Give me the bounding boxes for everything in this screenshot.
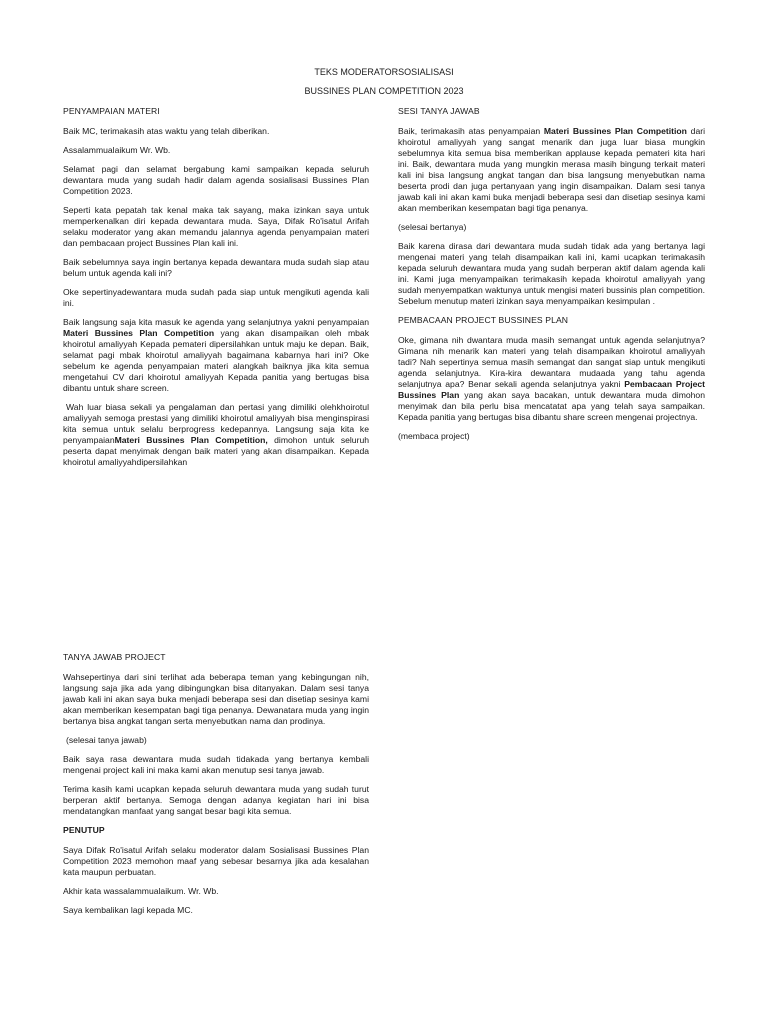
section-penyampaian-materi (63, 106, 369, 476)
paragraph: Saya kembalikan lagi kepada MC. (63, 905, 193, 915)
paragraph: Terima kasih kami ucapkan kepada seluruh dewantara muda yang sudah turut berperan aktif bertanya. Semoga dengan adanya kegiatan hari ini bisa mendatangkan manfaat yang sangat besar bagi kita semua. (63, 784, 369, 816)
section-sesi-tanya-jawab (398, 106, 705, 450)
paragraph: Selamat pagi dan selamat bergabung kami sampaikan kepada seluruh dewantara muda yang sudah hadir dalam agenda sosialisasi Bussines Plan Competition 2023. (63, 164, 369, 196)
document-subtitle: BUSSINES PLAN COMPETITION 2023 (304, 86, 464, 96)
section-tanya-jawab-project (63, 652, 369, 924)
paragraph: Oke, gimana nih dwantara muda masih semangat untuk agenda selanjutnya? Gimana nih menarik kan materi yang telah disampaikan khoirotul amaliyyah tadi? Nah sepertinya semua masih semangat dan sangat siap untuk mengikuti agenda selanjutnya. Kira-kira dewantara mudaada yang tahu agenda selanjutnya apa? Benar sekali agenda selanjutnya yakni Pembacaan Project Bussines Plan yang akan saya bacakan, untuk dewantara muda dimohon menyimak dan bila perlu bisa mencatatat apa yang telah saya sampaikan. Kepada panitia yang bertugas bisa dibantu share screen mengenai projectnya. (398, 335, 705, 422)
section-heading: SESI TANYA JAWAB (398, 106, 480, 116)
paragraph: Baik sebelumnya saya ingin bertanya kepada dewantara muda sudah siap atau belum untuk agenda kali ini? (63, 257, 369, 278)
paragraph: Baik MC, terimakasih atas waktu yang telah diberikan. (63, 126, 270, 136)
section-heading: PENYAMPAIAN MATERI (63, 106, 160, 116)
section-heading: PENUTUP (63, 825, 105, 835)
paragraph: (selesai bertanya) (398, 222, 467, 232)
paragraph: Seperti kata pepatah tak kenal maka tak sayang, maka izinkan saya untuk memperkenalkan diri kepada dewantara muda. Saya, Difak Ro'isatul Arifah selaku moderator yang akan memandu jalannya agenda penyampaian materi dan pembacaan project Bussines Plan kali ini. (63, 205, 369, 248)
section-heading: PEMBACAAN PROJECT BUSSINES PLAN (398, 315, 569, 325)
document-title: TEKS MODERATORSOSIALISASI (314, 67, 454, 77)
paragraph: Oke sepertinyadewantara muda sudah pada siap untuk mengikuti agenda kali ini. (63, 287, 369, 308)
paragraph: Baik karena dirasa dari dewantara muda sudah tidak ada yang bertanya lagi mengenai materi yang telah disampaikan kali ini, kami ucapkan terimakasih kepada seluruh dewantara muda yang sudah berperan aktif dalam agenda kali ini. Kami juga menyampaikan terimakasih kepada khoirotul amaliyyah yang sudah menyempatkan waktunya untuk mengisi materi bussinis plan competition. Sebelum menutup materi izinkan saya menyampaikan kesimpulan . (398, 241, 705, 306)
paragraph: Akhir kata wassalammualaikum. Wr. Wb. (63, 886, 219, 896)
paragraph: Baik saya rasa dewantara muda sudah tidakada yang bertanya kembali mengenai project kali ini maka kami akan menutup sesi tanya jawab. (63, 754, 369, 775)
paragraph: Baik, terimakasih atas penyampaian Materi Bussines Plan Competition dari khoirotul amaliyyah yang sangat menarik dan juga luar biasa mungkin sebelumnya kita semua bisa memberikan applause kepada pemateri kita hari ini. Baik, dewantara muda yang mungkin merasa masih bingung terkait materi kali ini bisa langsung angkat tangan dan bisa langsung menyebutkan nama beserta prodi dan juga pertanyaan yang ingin disampaikan. Dalam sesi tanya jawab kali ini akan kami buka menjadi beberapa sesi dan disetiap sesinya kami akan memberikan kesempatan bagi tiga penanya. (398, 126, 705, 213)
paragraph: (membaca project) (398, 431, 470, 441)
section-heading: TANYA JAWAB PROJECT (63, 652, 166, 662)
paragraph: Baik langsung saja kita masuk ke agenda yang selanjutnya yakni penyampaian Materi Bussines Plan Competition yang akan disampaikan oleh mbak khoirotul amaliyyah Kepada pemateri dipersilahkan untuk maju ke depan. Baik, selamat pagi mbak khoirotul amaliyyah bagaimana kabarnya hari ini? Oke sebelum ke agenda penyampaian materi alangkah baiknya jika kita semua mengetahui CV dari khoirotul amaliyyah Kepada panitia yang bertugas bisa dibantu untuk share screen. (63, 317, 369, 393)
paragraph: (selesai tanya jawab) (66, 735, 147, 745)
paragraph: Wahsepertinya dari sini terlihat ada beberapa teman yang kebingungan nih, langsung saja jika ada yang dibingungkan bisa ditanyakan. Dalam sesi tanya jawab kali ini akan saya buka menjadi beberapa sesi dan disetiap sesinya kami akan memberikan kesempatan bagi tiga penanya. Dewanatara muda yang ingin bertanya bisa angkat tangan serta menyebutkan nama dan prodinya. (63, 672, 369, 726)
paragraph: Saya Difak Ro'isatul Arifah selaku moderator dalam Sosialisasi Bussines Plan Competition 2023 memohon maaf yang sebesar besarnya jika ada kesalahan kata maupun perbuatan. (63, 845, 369, 877)
paragraph: Wah luar biasa sekali ya pengalaman dan pertasi yang dimiliki olehkhoirotul amaliyyah semoga prestasi yang dimiliki khoirotul amaliyyah bisa menginspirasi kita semua untuk selalu berprogress kedepannya. Langsung saja kita ke penyampaianMateri Bussines Plan Competition, dimohon untuk seluruh peserta dapat menyimak dengan baik materi yang akan disampaikan. Kepada khoirotul amaliyyahdipersilahkan (63, 402, 370, 467)
paragraph: Assalammualaikum Wr. Wb. (63, 145, 171, 155)
